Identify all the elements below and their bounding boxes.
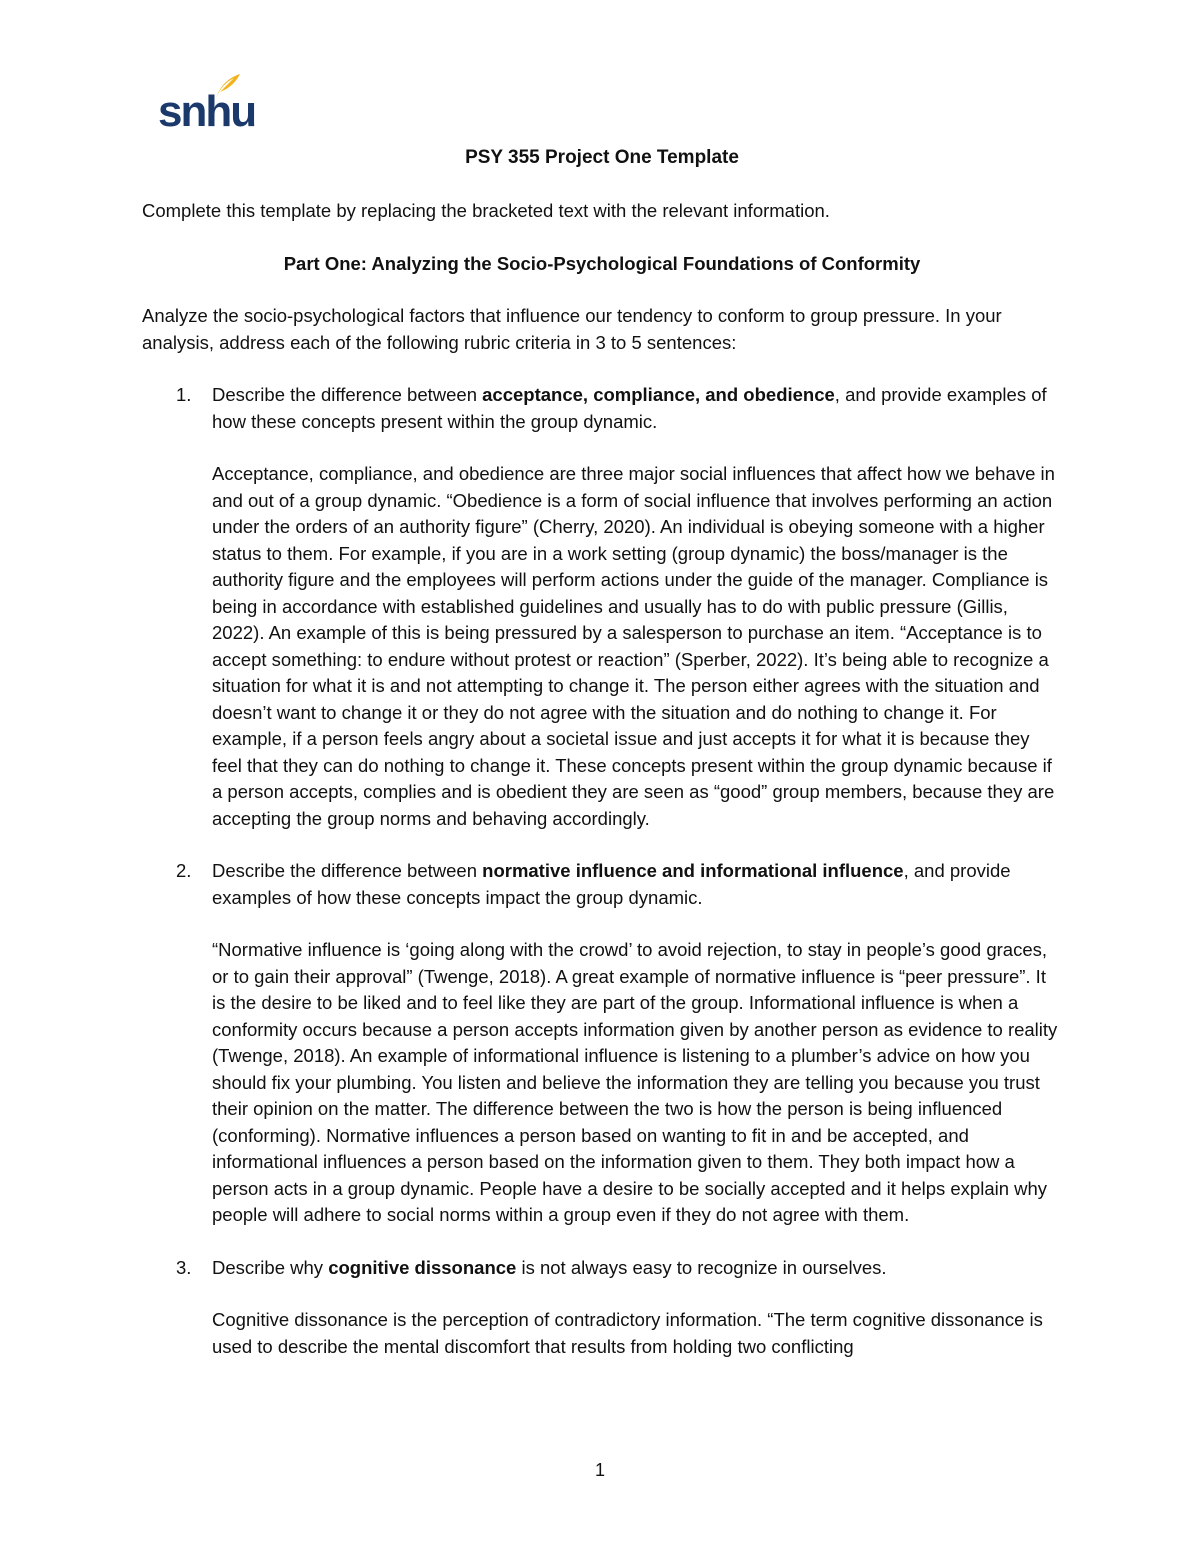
- item-answer: Cognitive dissonance is the perception of contradictory information. “The term cognitive dissonance is used to describe the mental discomfort that results from holding two conflicting: [212, 1309, 1043, 1357]
- item-number: 1.: [176, 384, 192, 405]
- prompt-bold-term: cognitive dissonance: [328, 1256, 517, 1278]
- prompt-text: Describe the difference between: [212, 384, 483, 405]
- list-item: [142, 858, 1062, 1229]
- prompt-text: Describe the difference between: [212, 860, 483, 881]
- prompt-text: , and provide examples of how these concepts present within the group dynamic.: [212, 384, 1047, 432]
- prompt-text: Describe why: [212, 1256, 329, 1278]
- item-answer: Acceptance, compliance, and obedience are three major social influences that affect how we behave in and out of a group dynamic. “Obedience is a form of social influence that involves performing an action under the orders of an authority figure” (Cherry, 2020). An individual is obeying someone with a higher status to them. For example, if you are in a work setting (group dynamic) the boss/manager is the authority figure and the employees will perform actions under the guide of the manager. Compliance is being in accordance with established guidelines and usually has to do with public pressure (Gillis, 2022). An example of this is being pressured by a salesperson to purchase an item. “Acceptance is to accept something: to endure without protest or reaction” (Sperber, 2022). It’s being able to recognize a situation for what it is and not attempting to change it. The person either agrees with the situation and doesn’t want to change it or they do not agree with the situation and do nothing to change it. For example, if a person feels angry about a societal issue and just accepts it for what it is because they feel that they can do nothing to change it. These concepts present within the group dynamic because if a person accepts, complies and is obedient they are seen as “good” group members, because they are accepting the group norms and behaving accordingly.: [212, 463, 1055, 829]
- item-answer: “Normative influence is ‘going along with the crowd’ to avoid rejection, to stay in people’s good graces, or to gain their approval” (Twenge, 2018). A great example of normative influence is “peer pressure”. It is the desire to be liked and to feel like they are part of the group. Informational influence is when a conformity occurs because a person accepts information given by another person as evidence to reality (Twenge, 2018). An example of informational influence is listening to a plumber’s advice on how you should fix your plumbing. You listen and believe the information they are telling you because you trust their opinion on the matter. The difference between the two is how the person is being influenced (conforming). Normative influences a person based on wanting to fit in and be accepted, and informational influences a person based on the information given to them. They both impact how a person acts in a group dynamic. People have a desire to be socially accepted and it helps explain why people will adhere to social norms within a group even if they do not agree with them.: [212, 939, 1058, 1225]
- item-number: 3.: [176, 1256, 192, 1278]
- snhu-logo: [158, 72, 256, 136]
- prompt-text: is not always easy to recognize in ourselves.: [516, 1256, 887, 1278]
- item-number: 2.: [176, 860, 192, 881]
- prompt-bold-term: normative influence and informational influence: [482, 860, 904, 881]
- prompt-bold-term: acceptance, compliance, and obedience: [482, 384, 835, 405]
- intro-text: Complete this template by replacing the bracketed text with the relevant information.: [142, 200, 830, 221]
- logo-text: snhu: [158, 87, 256, 136]
- item-prompt: [212, 1255, 1062, 1282]
- prompt-text: , and provide examples of how these concepts impact the group dynamic.: [212, 860, 1011, 908]
- list-item: [142, 1255, 1062, 1361]
- document-title: PSY 355 Project One Template: [465, 147, 739, 168]
- list-item: [142, 382, 1062, 832]
- item-prompt: [212, 382, 1062, 435]
- item-prompt: [212, 858, 1062, 911]
- part-heading: Part One: Analyzing the Socio-Psychological Foundations of Conformity: [283, 252, 921, 274]
- document-body: [142, 140, 1062, 1386]
- page-number: 1: [594, 1460, 605, 1480]
- analyze-instructions: Analyze the socio-psychological factors that influence our tendency to conform to group pressure. In your analysis, address each of the following rubric criteria in 3 to 5 sentences:: [142, 305, 1002, 353]
- rubric-list: [142, 382, 1062, 1360]
